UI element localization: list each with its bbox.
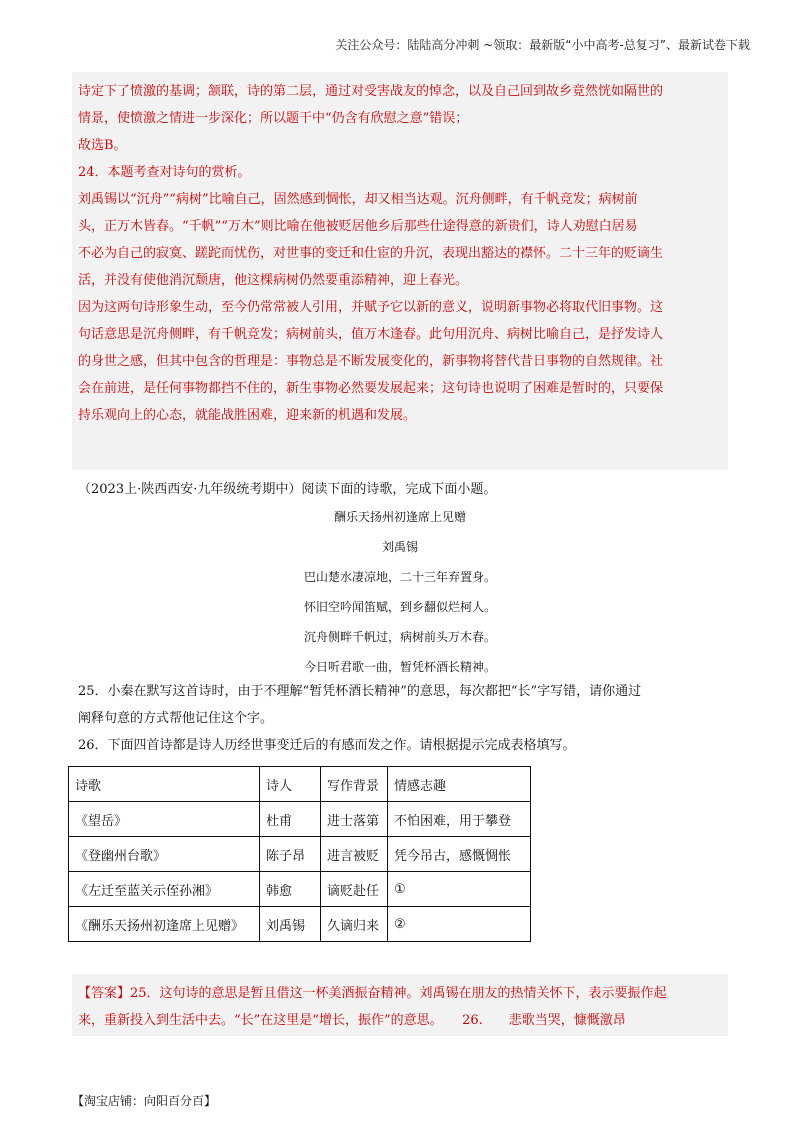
- question-intro-text: （2023上·陕西西安·九年级统考期中）阅读下面的诗歌，完成下面小题。: [78, 482, 497, 497]
- analysis-line: 不必为自己的寂寞、蹉跎而忧伤，对世事的变迁和仕宦的升沉，表现出豁达的襟怀。二十三年的贬谪生: [78, 246, 664, 261]
- table-cell: 陈子昂: [260, 837, 321, 872]
- page-footer: 【淘宝店铺：向阳百分百】: [72, 1094, 217, 1108]
- questions: [78, 678, 728, 759]
- table-header-cell: 写作背景: [321, 767, 388, 802]
- page-header: 关注公众号：陆陆高分冲刺 ~领取：最新版“小中高考-总复习”、最新试卷下载: [335, 38, 750, 52]
- table-cell: 《登幽州台歌》: [69, 837, 260, 872]
- table-header-cell: 诗人: [260, 767, 321, 802]
- analysis-line: 故选B。: [78, 138, 127, 153]
- analysis-line: 持乐观向上的心态，就能战胜困难，迎来新的机遇和发展。: [78, 408, 417, 423]
- analysis-line: 的身世之感，但其中包含的哲理是：事物总是不断发展变化的，新事物将替代昔日事物的自然规律。社: [78, 354, 664, 369]
- table-cell: 杜甫: [260, 802, 321, 837]
- table-cell: 刘禹锡: [260, 907, 321, 942]
- table-cell: ②: [388, 907, 531, 942]
- table-cell: 进言被贬: [321, 837, 388, 872]
- answer-text: 25．这句诗的意思是暂且借这一杯美酒振奋精神。刘禹锡在朋友的热情关怀下，表示要振作起: [130, 986, 667, 1001]
- poem-line: 怀旧空吟闻笛赋，到乡翻似烂柯人。: [303, 600, 496, 614]
- analysis-block: [72, 72, 728, 470]
- table-cell: ①: [388, 872, 531, 907]
- poem-author: 刘禹锡: [381, 540, 418, 554]
- poem-table: [68, 766, 531, 942]
- poem-line: 巴山楚水凄凉地，二十三年弃置身。: [303, 570, 496, 584]
- table-row: [69, 802, 531, 837]
- table-header-row: [69, 767, 531, 802]
- table-cell: 《左迁至蓝关示侄孙湘》: [69, 872, 260, 907]
- poem: [0, 502, 800, 682]
- question-26: 26．下面四首诗都是诗人历经世事变迁后的有感而发之作。请根据提示完成表格填写。: [78, 738, 576, 753]
- table-header-cell: 情感志趣: [388, 767, 531, 802]
- table-cell: 不怕困难，用于攀登: [388, 802, 531, 837]
- table-cell: 《望岳》: [69, 802, 260, 837]
- table-row: [69, 837, 531, 872]
- analysis-line: 诗定下了愤激的基调；颔联，诗的第二层，通过对受害战友的悼念，以及自己回到故乡竟然恍如隔世的: [78, 84, 664, 99]
- table-row: [69, 872, 531, 907]
- analysis-line: 因为这两句诗形象生动，至今仍常常被人引用，并赋予它以新的意义，说明新事物必将取代旧事物。这: [78, 300, 664, 315]
- poem-line: 今日听君歌一曲，暂凭杯酒长精神。: [303, 660, 496, 674]
- poem-line: 沉舟侧畔千帆过，病树前头万木春。: [303, 630, 496, 644]
- answer-block: [72, 974, 728, 1036]
- table-cell: 《酬乐天扬州初逢席上见赠》: [69, 907, 260, 942]
- analysis-line: 头，正万木皆春。“千帆”“万木”则比喻在他被贬居他乡后那些仕途得意的新贵们，诗人劝慰白居易: [78, 219, 638, 234]
- analysis-line: 24．本题考查对诗句的赏析。: [78, 165, 251, 180]
- question-25: 25．小秦在默写这首诗时，由于不理解“暂凭杯酒长精神”的意思，每次都把“长”字写错，请你通过: [78, 684, 642, 699]
- table-row: [69, 907, 531, 942]
- question-intro: [78, 476, 728, 503]
- table-cell: 谪贬赴任: [321, 872, 388, 907]
- analysis-line: 活，并没有使他消沉颓唐，他这棵病树仍然要重添精神，迎上春光。: [78, 273, 469, 288]
- analysis-line: 句话意思是沉舟侧畔，有千帆竞发；病树前头，值万木逢春。此句用沉舟、病树比喻自己，是抒发诗人: [78, 327, 664, 342]
- table-header-cell: 诗歌: [69, 767, 260, 802]
- answer-tag: 【答案】: [78, 986, 131, 1001]
- table-cell: 进士落第: [321, 802, 388, 837]
- analysis-line: 刘禹锡以“沉舟”“病树”比喻自己，固然感到惆怅，却又相当达观。沉舟侧畔，有千帆竞发；病树前: [78, 192, 638, 207]
- table-cell: 凭今吊古，感慨惆怅: [388, 837, 531, 872]
- question-25-cont: 阐释句意的方式帮他记住这个字。: [78, 711, 274, 726]
- table-cell: 久谪归来: [321, 907, 388, 942]
- answer-line: 来，重新投入到生活中去。“长”在这里是“增长，振作”的意思。 26. 悲歌当哭，慷慨激昂: [78, 1013, 626, 1028]
- analysis-line: 会在前进，是任何事物都挡不住的，新生事物必然要发展起来；这句诗也说明了困难是暂时的，只要保: [78, 381, 664, 396]
- table-cell: 韩愈: [260, 872, 321, 907]
- poem-title: 酬乐天扬州初逢席上见赠: [333, 510, 466, 524]
- answer-line: [78, 980, 722, 1007]
- analysis-line: 情景，使愤激之情进一步深化；所以题干中“仍含有欣慰之意”错误；: [78, 111, 469, 126]
